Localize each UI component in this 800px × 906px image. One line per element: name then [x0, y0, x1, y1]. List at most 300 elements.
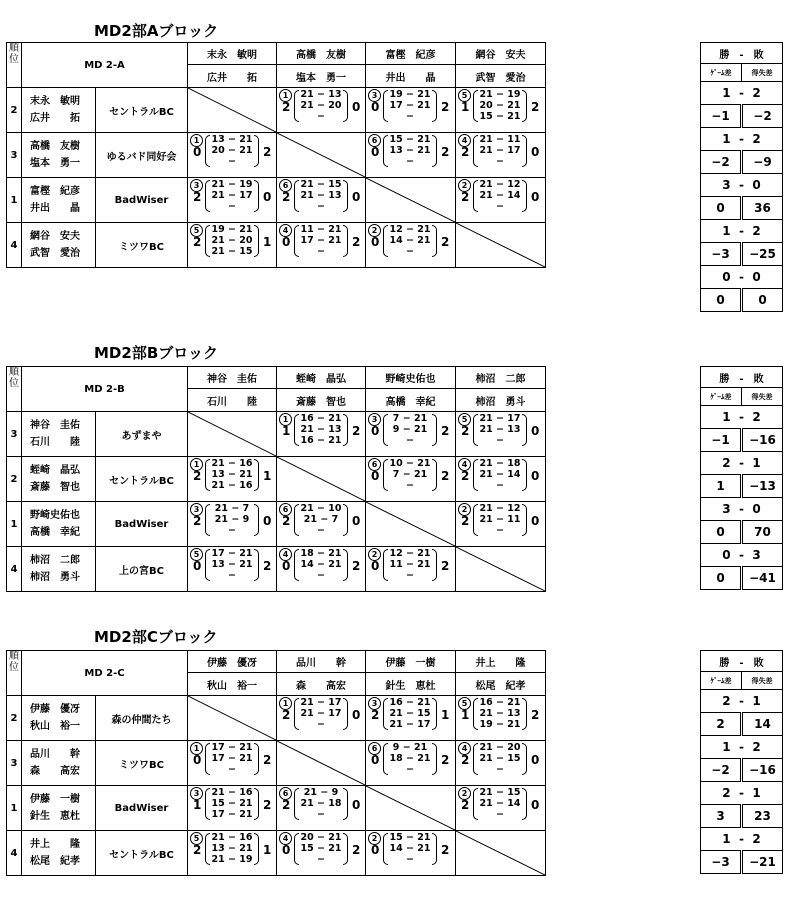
win-loss-separator: -	[730, 86, 753, 100]
wins: 3	[722, 178, 731, 192]
player-name-2: 石川 陸	[30, 437, 80, 448]
games-won-left: 2	[193, 235, 202, 249]
game-score: 16 − 21	[389, 697, 431, 708]
game-score: 21 − 17	[389, 719, 431, 730]
match-order-circle: 1	[190, 134, 203, 147]
games-won-left: 0	[282, 559, 291, 573]
opponent-header-bottom: 斎藤 智也	[277, 389, 366, 412]
wins: 1	[722, 740, 731, 754]
match-order-circle: 6	[279, 179, 292, 192]
group-label: MD 2-C	[22, 651, 188, 696]
game-score: 18 − 21	[300, 548, 342, 559]
games-won-right: 1	[441, 708, 450, 722]
win-loss	[701, 782, 783, 805]
match-result-cell	[188, 457, 277, 502]
game-score: −	[406, 764, 414, 775]
games-won-right: 0	[531, 514, 540, 528]
rank-number: 2	[7, 457, 22, 502]
player-name-2: 高橋 幸紀	[30, 527, 80, 538]
game-score: 13 − 21	[389, 145, 431, 156]
match-order-circle: 4	[279, 224, 292, 237]
rank-header: 順位	[7, 651, 22, 696]
games-won-right: 0	[531, 469, 540, 483]
win-loss-separator: -	[730, 178, 753, 192]
diagonal-cell	[277, 133, 366, 178]
match-result-cell	[366, 547, 456, 592]
match-result-cell	[277, 412, 366, 457]
bracket-right	[254, 135, 259, 167]
bracket-right	[254, 459, 259, 491]
player-names	[22, 88, 96, 133]
player-name-1: 末永 敏明	[30, 96, 80, 107]
diagonal-cell	[188, 696, 277, 741]
point-diff: −9	[742, 151, 783, 174]
game-score: 21 − 11	[479, 134, 521, 145]
game-score: 11 − 21	[389, 559, 431, 570]
match-result-cell	[188, 133, 277, 178]
match-order-circle: 5	[190, 224, 203, 237]
club-name: 上の宮BC	[96, 547, 188, 592]
game-score: 21 − 19	[479, 89, 521, 100]
game-score: 21 − 15	[211, 246, 253, 257]
games-won-right: 2	[263, 798, 272, 812]
match-result-cell	[366, 133, 456, 178]
diagonal-cell	[277, 457, 366, 502]
match-table-c	[6, 650, 546, 876]
point-diff: −21	[742, 851, 783, 874]
match-order-circle: 6	[279, 787, 292, 800]
club-name: ミツワBC	[96, 741, 188, 786]
game-score: 21 − 15	[300, 179, 342, 190]
match-order-circle: 4	[279, 548, 292, 561]
game-score: 17 − 21	[211, 742, 253, 753]
game-score: 16 − 21	[300, 435, 342, 446]
diagonal-line	[277, 741, 365, 785]
win-loss-separator: -	[730, 548, 753, 562]
summary-header: 勝 - 敗	[701, 43, 783, 64]
opponent-header-top: 伊藤 一樹	[366, 651, 456, 673]
diagonal-line	[188, 88, 276, 132]
games-won-left: 2	[282, 190, 291, 204]
match-order-circle: 6	[279, 503, 292, 516]
games-won-right: 0	[531, 145, 540, 159]
block-title-c: MD2部Cブロック	[94, 628, 218, 646]
games-won-left: 2	[193, 514, 202, 528]
diagonal-line	[456, 547, 545, 591]
game-score: 17 − 21	[300, 235, 342, 246]
diagonal-cell	[456, 547, 546, 592]
club-name: セントラルBC	[96, 88, 188, 133]
game-score: 12 − 21	[389, 548, 431, 559]
bracket-right	[432, 549, 437, 581]
games-won-right: 2	[531, 100, 540, 114]
diagonal-line	[366, 502, 455, 546]
game-score: 14 − 21	[389, 843, 431, 854]
games-won-right: 0	[263, 514, 272, 528]
player-name-2: 武智 愛治	[30, 248, 80, 259]
summary-table-b	[700, 366, 783, 590]
match-order-circle: 5	[458, 697, 471, 710]
games-won-left: 0	[371, 145, 380, 159]
bracket-right	[343, 414, 348, 446]
diagonal-cell	[366, 786, 456, 831]
games-won-right: 2	[263, 559, 272, 573]
player-name-2: 広井 拓	[30, 113, 80, 124]
match-order-circle: 3	[368, 697, 381, 710]
club-name: あずまや	[96, 412, 188, 457]
win-loss	[701, 544, 783, 567]
wins: 0	[722, 548, 731, 562]
game-score: 21 − 13	[300, 89, 342, 100]
player-name-1: 伊藤 優冴	[30, 704, 80, 715]
player-names	[22, 831, 96, 876]
opponent-header-top: 神谷 圭佑	[188, 367, 277, 389]
bracket-right	[254, 549, 259, 581]
match-result-cell	[188, 223, 277, 268]
win-loss-separator: -	[730, 832, 753, 846]
game-score: 13 − 21	[211, 843, 253, 854]
block-title-b: MD2部Bブロック	[94, 344, 218, 362]
game-score: 15 − 21	[479, 111, 521, 122]
games-won-right: 0	[531, 424, 540, 438]
player-name-1: 神谷 圭佑	[30, 420, 80, 431]
rank-number: 4	[7, 223, 22, 268]
player-name-1: 蛭崎 晶弘	[30, 465, 80, 476]
summary-table-a	[700, 42, 783, 312]
game-score: 17 − 21	[211, 809, 253, 820]
losses: 1	[752, 786, 761, 800]
opponent-header-bottom: 針生 恵杜	[366, 673, 456, 696]
game-diff: 0	[701, 289, 742, 312]
losses: 1	[752, 456, 761, 470]
club-name: ミツワBC	[96, 223, 188, 268]
games-won-left: 2	[461, 190, 470, 204]
match-order-circle: 2	[368, 548, 381, 561]
games-won-left: 1	[461, 100, 470, 114]
game-score: −	[406, 854, 414, 865]
wins: 1	[722, 132, 731, 146]
match-result-cell	[366, 88, 456, 133]
games-won-left: 2	[282, 798, 291, 812]
match-result-cell	[456, 696, 546, 741]
games-won-right: 2	[441, 843, 450, 857]
bracket-right	[522, 90, 527, 122]
games-won-left: 0	[371, 100, 380, 114]
game-score: −	[406, 111, 414, 122]
match-order-circle: 2	[458, 787, 471, 800]
match-order-circle: 4	[458, 742, 471, 755]
match-order-circle: 2	[368, 224, 381, 237]
match-order-circle: 6	[368, 742, 381, 755]
player-name-2: 松尾 紀孝	[30, 856, 80, 867]
match-order-circle: 2	[458, 503, 471, 516]
game-score: 13 − 21	[211, 559, 253, 570]
game-score: 21 − 9	[303, 787, 339, 798]
rank-number: 4	[7, 547, 22, 592]
club-name: 森の仲間たち	[96, 696, 188, 741]
game-score: 21 − 14	[479, 190, 521, 201]
match-result-cell	[188, 502, 277, 547]
game-score: 18 − 21	[389, 753, 431, 764]
game-score: −	[317, 201, 325, 212]
match-order-circle: 4	[458, 458, 471, 471]
player-name-1: 網谷 安夫	[30, 231, 80, 242]
win-loss	[701, 266, 783, 289]
player-name-2: 斎藤 智也	[30, 482, 80, 493]
opponent-header-top: 井上 隆	[456, 651, 546, 673]
game-score: 21 − 9	[214, 514, 250, 525]
game-score: −	[317, 570, 325, 581]
game-score: 21 − 12	[479, 179, 521, 190]
games-won-left: 2	[282, 708, 291, 722]
game-score: −	[496, 435, 504, 446]
game-score: 17 − 21	[389, 100, 431, 111]
rank-number: 2	[7, 696, 22, 741]
game-score: 21 − 17	[211, 190, 253, 201]
match-order-circle: 5	[190, 548, 203, 561]
losses: 2	[752, 740, 761, 754]
match-result-cell	[456, 786, 546, 831]
match-result-cell	[277, 178, 366, 223]
point-diff: −25	[742, 243, 783, 266]
games-won-right: 2	[352, 843, 361, 857]
games-won-right: 0	[352, 514, 361, 528]
game-score: 21 − 16	[211, 480, 253, 491]
match-result-cell	[277, 831, 366, 876]
losses: 2	[752, 410, 761, 424]
point-diff: −41	[742, 567, 783, 590]
game-score: 21 − 20	[479, 742, 521, 753]
games-won-left: 2	[282, 100, 291, 114]
game-diff: 2	[701, 713, 742, 736]
player-name-2: 森 高宏	[30, 766, 80, 777]
game-score: 21 − 7	[214, 503, 250, 514]
games-won-right: 2	[441, 424, 450, 438]
bracket-right	[343, 90, 348, 122]
match-order-circle: 2	[458, 179, 471, 192]
wins: 2	[722, 786, 731, 800]
opponent-header-bottom: 武智 愛治	[456, 65, 546, 88]
bracket-right	[432, 135, 437, 167]
match-result-cell	[456, 88, 546, 133]
game-score: 15 − 21	[389, 134, 431, 145]
point-diff: −16	[742, 429, 783, 452]
game-score: −	[228, 156, 236, 167]
match-order-circle: 6	[368, 458, 381, 471]
game-score: 21 − 20	[211, 235, 253, 246]
game-score: 19 − 21	[211, 224, 253, 235]
diagonal-line	[277, 457, 365, 501]
bracket-right	[522, 459, 527, 491]
games-won-left: 2	[371, 708, 380, 722]
win-loss	[701, 828, 783, 851]
game-score: 20 − 21	[211, 145, 253, 156]
player-name-1: 品川 幹	[30, 749, 80, 760]
player-name-1: 富樫 紀彦	[30, 186, 80, 197]
match-result-cell	[188, 831, 277, 876]
opponent-header-bottom: 塩本 勇一	[277, 65, 366, 88]
opponent-header-bottom: 石川 陸	[188, 389, 277, 412]
games-won-right: 2	[531, 708, 540, 722]
match-result-cell	[277, 88, 366, 133]
player-name-1: 柿沼 二郎	[30, 555, 80, 566]
rank-number: 1	[7, 178, 22, 223]
diagonal-line	[188, 412, 276, 456]
opponent-header-top: 高橋 友樹	[277, 43, 366, 65]
games-won-right: 2	[441, 469, 450, 483]
game-score: −	[496, 809, 504, 820]
win-loss-separator: -	[730, 502, 753, 516]
games-won-left: 2	[282, 514, 291, 528]
match-order-circle: 3	[368, 413, 381, 426]
games-won-right: 2	[441, 100, 450, 114]
win-loss	[701, 452, 783, 475]
game-score: −	[496, 156, 504, 167]
games-won-left: 2	[461, 514, 470, 528]
match-result-cell	[277, 223, 366, 268]
match-result-cell	[188, 741, 277, 786]
rank-number: 1	[7, 502, 22, 547]
games-won-right: 0	[531, 798, 540, 812]
game-score: 15 − 21	[211, 798, 253, 809]
games-won-right: 0	[352, 798, 361, 812]
player-names	[22, 741, 96, 786]
game-score: 9 − 21	[392, 742, 428, 753]
win-loss	[701, 498, 783, 521]
player-names	[22, 133, 96, 178]
match-order-circle: 6	[368, 134, 381, 147]
club-name: セントラルBC	[96, 457, 188, 502]
win-loss-separator: -	[730, 786, 753, 800]
match-result-cell	[456, 412, 546, 457]
summary-table-c	[700, 650, 783, 874]
game-score: 21 − 16	[211, 458, 253, 469]
losses: 0	[752, 178, 761, 192]
summary-header: 勝 - 敗	[701, 367, 783, 388]
wins: 3	[722, 502, 731, 516]
game-score: −	[317, 111, 325, 122]
match-table-a	[6, 42, 546, 268]
games-won-right: 0	[352, 190, 361, 204]
game-score: −	[228, 764, 236, 775]
game-score: 21 − 17	[300, 708, 342, 719]
match-result-cell	[277, 547, 366, 592]
match-result-cell	[277, 502, 366, 547]
player-names	[22, 457, 96, 502]
diagonal-line	[456, 223, 545, 267]
rank-number: 3	[7, 133, 22, 178]
game-score: 20 − 21	[479, 100, 521, 111]
games-won-left: 2	[461, 424, 470, 438]
games-won-right: 0	[263, 190, 272, 204]
wins: 1	[722, 224, 731, 238]
games-won-right: 0	[352, 708, 361, 722]
bracket-right	[432, 414, 437, 446]
win-loss-separator: -	[730, 132, 753, 146]
diagonal-cell	[277, 741, 366, 786]
win-loss	[701, 82, 783, 105]
bracket-right	[432, 698, 437, 730]
win-loss-separator: -	[730, 456, 753, 470]
game-score: 21 − 12	[479, 503, 521, 514]
game-score: 21 − 14	[479, 469, 521, 480]
games-won-left: 0	[193, 145, 202, 159]
opponent-header-top: 伊藤 優冴	[188, 651, 277, 673]
opponent-header-top: 網谷 安夫	[456, 43, 546, 65]
player-name-1: 伊藤 一樹	[30, 794, 80, 805]
game-score: 21 − 20	[300, 100, 342, 111]
match-order-circle: 1	[190, 458, 203, 471]
games-won-right: 2	[352, 559, 361, 573]
game-diff: −1	[701, 429, 742, 452]
wins: 1	[722, 86, 731, 100]
game-diff: 0	[701, 521, 742, 544]
game-score: −	[317, 809, 325, 820]
game-score: −	[317, 525, 325, 536]
games-won-left: 0	[282, 843, 291, 857]
game-score: 16 − 21	[300, 413, 342, 424]
bracket-right	[432, 743, 437, 775]
game-score: −	[496, 525, 504, 536]
match-result-cell	[366, 696, 456, 741]
game-score: −	[406, 156, 414, 167]
games-won-right: 2	[263, 753, 272, 767]
games-won-left: 1	[193, 798, 202, 812]
games-won-right: 0	[352, 100, 361, 114]
game-diff: −3	[701, 851, 742, 874]
summary-header: 勝 - 敗	[701, 651, 783, 672]
wins: 1	[722, 410, 731, 424]
game-score: 9 − 21	[392, 424, 428, 435]
game-score: −	[496, 201, 504, 212]
match-result-cell	[366, 223, 456, 268]
game-score: 21 − 15	[389, 708, 431, 719]
losses: 3	[752, 548, 761, 562]
diagonal-line	[188, 696, 276, 740]
opponent-header-top: 品川 幹	[277, 651, 366, 673]
wins: 1	[722, 832, 731, 846]
diagonal-cell	[366, 178, 456, 223]
game-score: 21 − 13	[300, 424, 342, 435]
games-won-left: 2	[193, 190, 202, 204]
player-name-2: 針生 恵杜	[30, 811, 80, 822]
bracket-right	[522, 743, 527, 775]
game-score: 19 − 21	[389, 89, 431, 100]
win-loss-separator: -	[730, 410, 753, 424]
match-order-circle: 3	[190, 787, 203, 800]
game-diff-label: ｹﾞｰﾑ差	[701, 64, 742, 82]
game-score: −	[406, 246, 414, 257]
match-order-circle: 4	[458, 134, 471, 147]
games-won-left: 0	[371, 235, 380, 249]
game-score: −	[317, 719, 325, 730]
win-loss-separator: -	[730, 740, 753, 754]
point-diff: 23	[742, 805, 783, 828]
match-order-circle: 4	[279, 832, 292, 845]
win-loss	[701, 128, 783, 151]
games-won-right: 0	[531, 753, 540, 767]
games-won-left: 0	[371, 424, 380, 438]
games-won-left: 2	[461, 753, 470, 767]
games-won-left: 0	[371, 843, 380, 857]
bracket-right	[343, 698, 348, 730]
bracket-right	[432, 225, 437, 257]
club-name: セントラルBC	[96, 831, 188, 876]
game-score: −	[317, 246, 325, 257]
wins: 2	[722, 456, 731, 470]
game-diff: 1	[701, 475, 742, 498]
win-loss	[701, 174, 783, 197]
